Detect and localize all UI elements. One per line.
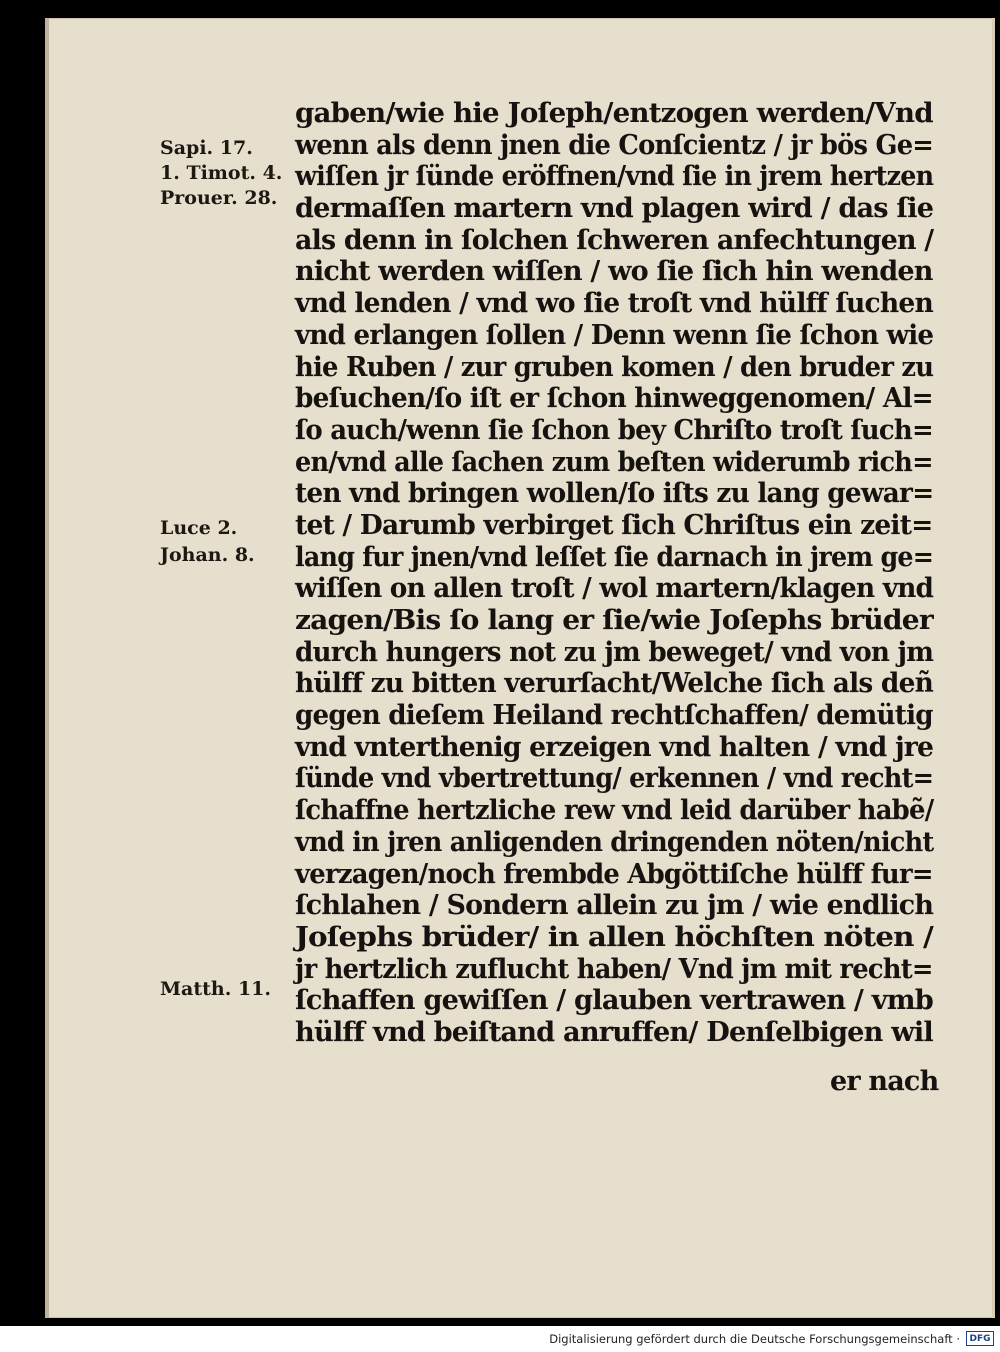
text-line: beſuchen/ſo iſt er ſchon hinweggenomen/ Al= (295, 383, 933, 415)
text-line: zagen/Bis ſo lang er ſie/wie Joſephs brüder (295, 605, 933, 636)
catchword: er nach (830, 1066, 939, 1097)
dfg-logo[interactable]: DFG (966, 1331, 994, 1346)
text-line: hie Ruben / zur gruben komen / den bruder zu (295, 351, 934, 383)
text-line: lang fur jnen/vnd leſſet ſie darnach in jrem ge= (295, 541, 934, 573)
page-gutter-edge (45, 18, 49, 1318)
margin-note: Sapi. 17. (160, 137, 253, 159)
text-line: wiſſen on allen troſt / wol martern/klagen vnd (295, 573, 934, 605)
text-line: tet / Darumb verbirget ſich Chriſtus ein zeit= (295, 509, 933, 541)
text-line: ſo auch/wenn ſie ſchon bey Chriſto troſt ſuch= (295, 414, 933, 446)
main-text-block (295, 98, 935, 1049)
text-line: vnd vnterthenig erzeigen vnd halten / vnd jre (295, 731, 934, 763)
text-line: dermaſſen martern vnd plagen wird / das ſie (295, 193, 934, 225)
margin-note: Matth. 11. (160, 978, 271, 1000)
text-line: vnd lenden / vnd wo ſie troſt vnd hülff ſuchen (295, 288, 933, 320)
text-line: ten vnd bringen wollen/ſo iſts zu lang gewar= (295, 478, 934, 510)
footer-credit: Digitalisierung gefördert durch die Deutsche Forschungsgemeinschaft · (549, 1332, 960, 1346)
text-line: durch hungers not zu jm beweget/ vnd von jm (295, 636, 934, 668)
text-line: nicht werden wiſſen / wo ſie ſich hin wenden (295, 256, 933, 288)
margin-note: Luce 2. (160, 517, 238, 539)
text-line: gaben/wie hie Joſeph/entzogen werden/Vnd (295, 98, 933, 129)
text-line: wiſſen jr ſünde eröffnen/vnd ſie in jrem hertzen (295, 161, 934, 193)
margin-note: 1. Timot. 4. (160, 162, 283, 184)
text-line: Joſephs brüder/ in allen höchſten nöten / (295, 921, 933, 953)
page-right-edge (992, 18, 995, 1318)
text-line: hülff zu bitten verurſacht/Welche ſich als deñ (295, 668, 934, 700)
text-line: wenn als denn jnen die Conſcientz / jr bös Ge= (295, 129, 934, 161)
text-line: ſchaffen gewiſſen / glauben vertrawen / vmb (295, 985, 933, 1017)
text-line: ſünde vnd vbertrettung/ erkennen / vnd recht= (295, 763, 934, 795)
text-line: gegen dieſem Heiland rechtſchaffen/ demütig (295, 700, 933, 732)
text-line: ſchaffne hertzliche rew vnd leid darüber habẽ/ (295, 795, 934, 827)
text-line: hülff vnd beiſtand anruffen/ Denſelbigen wil (295, 1016, 933, 1048)
text-line: vnd erlangen ſollen / Denn wenn ſie ſchon wie (295, 319, 934, 351)
text-line: verzagen/noch frembde Abgöttiſche hülff fur= (295, 858, 933, 890)
text-line: jr hertzlich zuflucht haben/ Vnd jm mit recht= (295, 953, 933, 985)
text-line: als denn in ſolchen ſchweren anfechtungen / (295, 224, 934, 256)
margin-note: Prouer. 28. (160, 187, 278, 209)
footer-bar (0, 1326, 1000, 1352)
text-line: ſchlahen / Sondern allein zu jm / wie endlich (295, 890, 934, 922)
margin-note: Johan. 8. (160, 544, 255, 566)
text-line: en/vnd alle ſachen zum beſten widerumb rich= (295, 446, 933, 478)
text-line: vnd in jren anligenden dringenden nöten/nicht (295, 826, 934, 858)
